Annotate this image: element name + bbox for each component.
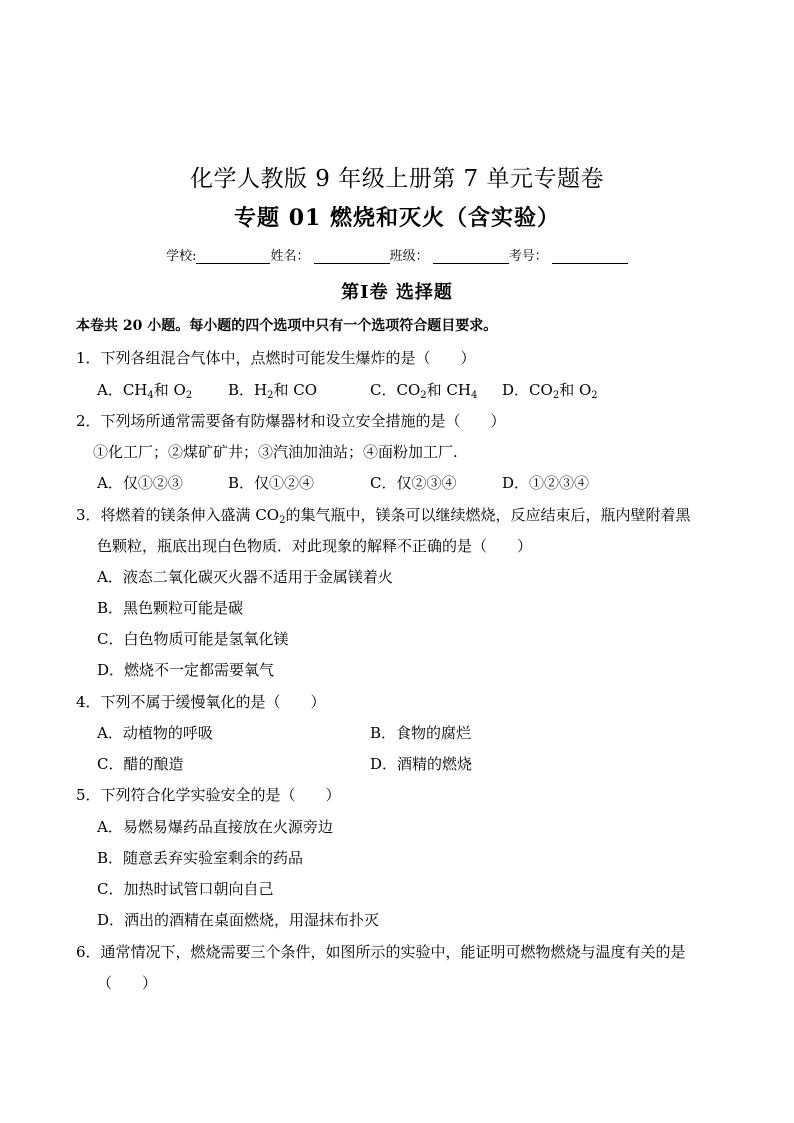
q5-option-c: C．加热时试管口朝向自己	[97, 880, 274, 898]
q5-stem: 5．下列符合化学实验安全的是（ ）	[76, 786, 341, 804]
exam-number-label: 考号：	[508, 249, 548, 264]
name-field[interactable]	[314, 249, 390, 264]
q1-option-c: C．$CO_2$和 $CH_4$	[370, 381, 478, 401]
q5-option-d: D．洒出的酒精在桌面燃烧，用湿抹布扑灭	[97, 911, 380, 929]
class-label: 班级：	[389, 249, 429, 264]
class-field[interactable]	[433, 249, 509, 264]
q2-stem: 2．下列场所通常需要备有防爆器材和设立安全措施的是（ ）	[76, 412, 506, 430]
q1-option-b: B．$H_2$和 CO	[228, 381, 318, 401]
q5-option-b: B．随意丢弃实验室剩余的药品	[97, 849, 304, 867]
school-label: 学校:	[166, 249, 197, 264]
q2-list: ①化工厂；②煤矿矿井；③汽油加油站；④面粉加工厂.	[93, 443, 458, 461]
q2-option-a: A．仅①②③	[97, 474, 183, 492]
q2-option-b: B．仅①②④	[228, 474, 315, 492]
q4-stem: 4．下列不属于缓慢氧化的是（ ）	[76, 693, 326, 711]
section-title: 第Ⅰ卷 选择题	[341, 282, 453, 303]
q3-option-d: D．燃烧不一定都需要氧气	[97, 661, 275, 679]
q6-stem-line1: 6．通常情况下，燃烧需要三个条件，如图所示的实验中，能证明可燃物燃烧与温度有关的是	[76, 943, 686, 961]
section-instruction: 本卷共 20 小题。每小题的四个选项中只有一个选项符合题目要求。	[76, 318, 498, 334]
q3-stem-line1: 3．将燃着的镁条伸入盛满 $CO_2$的集气瓶中，镁条可以继续燃烧，反应结束后，瓶内壁附着黑	[76, 506, 691, 526]
q2-option-c: C．仅②③④	[370, 474, 457, 492]
school-field[interactable]	[196, 249, 270, 264]
q1-option-d: D．$CO_2$和 $O_2$	[502, 381, 598, 401]
q2-option-d: D．①②③④	[502, 474, 590, 492]
q3-stem-line2: 色颗粒，瓶底出现白色物质．对此现象的解释不正确的是（ ）	[97, 537, 533, 555]
q6-stem-line2: （ ）	[97, 974, 158, 992]
q3-option-a: A．液态二氧化碳灭火器不适用于金属镁着火	[97, 568, 393, 586]
q1-stem: 1．下列各组混合气体中，点燃时可能发生爆炸的是（ ）	[76, 349, 476, 367]
q3-option-c: C．白色物质可能是氢氧化镁	[97, 630, 289, 648]
name-label: 姓名：	[270, 249, 310, 264]
student-info-line	[0, 245, 794, 264]
q1-option-a: A．$CH_4$和 $O_2$	[97, 381, 193, 401]
q4-option-b: B．食物的腐烂	[370, 724, 472, 742]
q3-option-b: B．黑色颗粒可能是碳	[97, 599, 244, 617]
q4-option-d: D．酒精的燃烧	[370, 755, 473, 773]
q4-option-a: A．动植物的呼吸	[97, 724, 213, 742]
exam-number-field[interactable]	[552, 249, 628, 264]
exam-title: 化学人教版 9 年级上册第 7 单元专题卷	[189, 166, 604, 192]
exam-subtitle: 专题 01 燃烧和灭火（含实验）	[234, 205, 560, 231]
q5-option-a: A．易燃易爆药品直接放在火源旁边	[97, 818, 333, 836]
q4-option-c: C．醋的酿造	[97, 755, 184, 773]
